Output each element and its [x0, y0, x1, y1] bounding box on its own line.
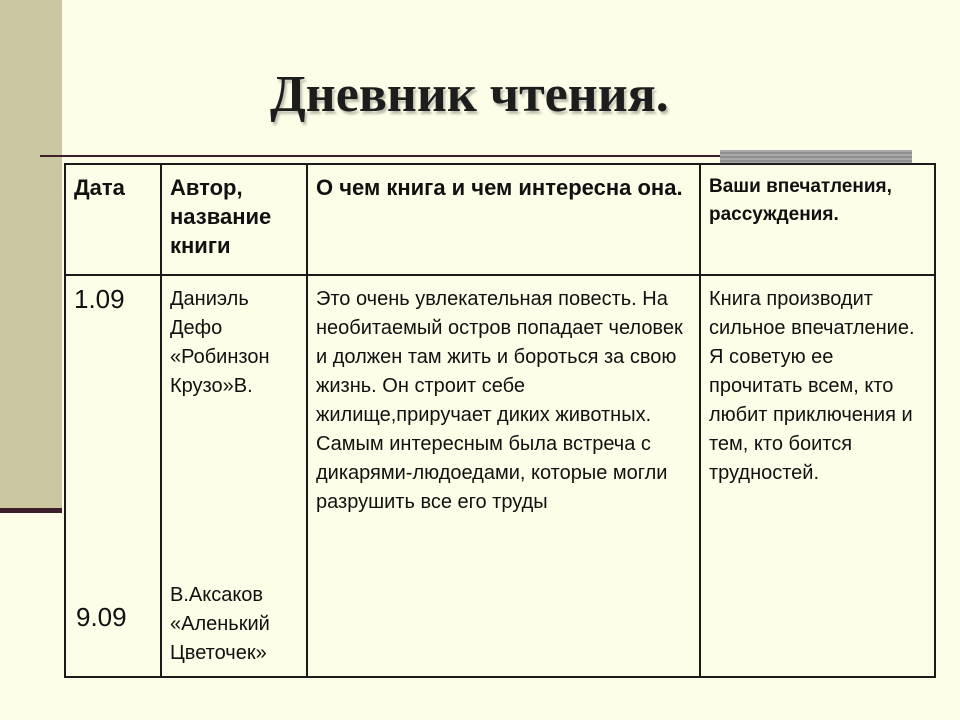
title-underline — [40, 155, 720, 157]
entry-2-author-line2: «Аленький — [170, 613, 270, 635]
entry-date-2: 9.09 — [76, 602, 127, 632]
title-period: . — [655, 66, 669, 123]
side-decor-strip — [0, 0, 62, 510]
entry-1-author-line1: Даниэль — [170, 288, 249, 310]
entry-2-author-line3: Цветочек» — [170, 642, 267, 664]
author-cell — [161, 275, 307, 677]
side-decor-line — [0, 508, 62, 513]
title-text: Дневник чтения — [270, 66, 656, 123]
summary-cell: Это очень увлекательная повесть. На необитаемый остров попадает человек и должен там жить и бороться за свою жизнь. Он строит себе жилище,приручает диких животных. Самым интересным была встреча с дикарями-людоедами, которые могли разрушить все его труды — [307, 275, 700, 677]
header-date: Дата — [65, 164, 161, 275]
entry-1-author-line2: Дефо — [170, 317, 223, 339]
impressions-cell: Книга производит сильное впечатление. Я советую ее прочитать всем, кто любит приключения и тем, кто боится трудностей. — [700, 275, 935, 677]
table-header-row — [65, 164, 935, 275]
entry-1-author-line3: «Робинзон — [170, 346, 270, 368]
header-summary: О чем книга и чем интересна она. — [307, 164, 700, 275]
entry-1-author-line4: Крузо»В. — [170, 375, 253, 397]
entry-2-author-line1: В.Аксаков — [170, 584, 264, 606]
header-impressions: Ваши впечатления, рассуждения. — [700, 164, 935, 275]
table-row — [65, 275, 935, 677]
entry-2-author — [170, 581, 270, 668]
header-author: Автор, название книги — [161, 164, 307, 275]
entry-date-1: 1.09 — [74, 284, 125, 314]
date-cell — [65, 275, 161, 677]
page-title — [270, 60, 790, 130]
title-gray-bar — [720, 150, 912, 164]
reading-diary-table — [64, 163, 936, 678]
